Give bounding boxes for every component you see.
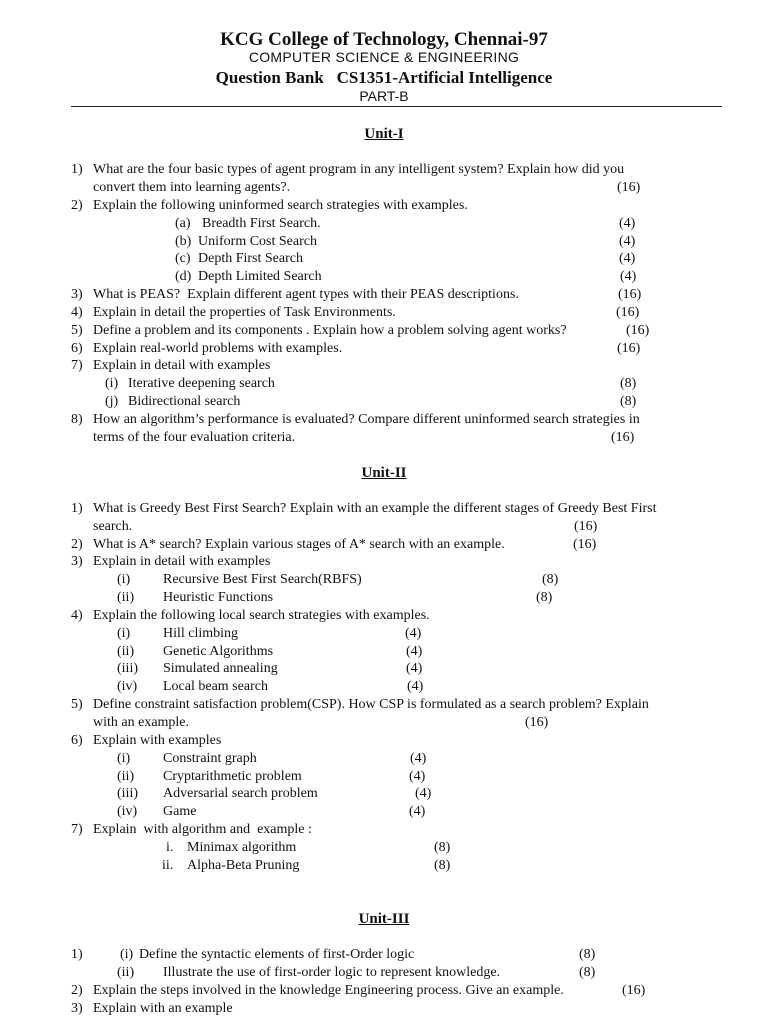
sub-label: (i): [105, 376, 119, 391]
sub-label: (iii): [117, 661, 138, 676]
sub-text: Constraint graph: [163, 751, 257, 766]
question-number: 7): [71, 358, 83, 373]
question-text: Explain with examples: [93, 733, 222, 748]
sub-text: Game: [163, 804, 197, 819]
marks: (16): [626, 323, 650, 338]
question-number: 2): [71, 198, 83, 213]
sub-text: Breadth First Search.: [202, 216, 321, 231]
sub-text: Minimax algorithm: [187, 840, 297, 855]
marks: (16): [525, 715, 549, 730]
question-number: 2): [71, 983, 83, 998]
marks: (16): [611, 430, 635, 445]
question-text-cont: search.: [93, 519, 133, 534]
question-text-cont: with an example.: [93, 715, 190, 730]
marks: (8): [536, 590, 553, 605]
sub-label: (i): [117, 572, 131, 587]
marks: (16): [616, 305, 640, 320]
sub-text: Depth Limited Search: [198, 269, 322, 284]
marks: (16): [618, 287, 642, 302]
question-text: What is Greedy Best First Search? Explain with an example the different stages of Greedy Best First: [93, 501, 657, 516]
sub-label: (iv): [117, 804, 138, 819]
header-divider: [71, 106, 722, 107]
marks: (8): [434, 858, 451, 873]
sub-label: (j): [105, 394, 119, 409]
sub-text: Iterative deepening search: [128, 376, 275, 391]
question-text: What is PEAS? Explain different agent types with their PEAS descriptions.: [93, 287, 519, 302]
question-number: 1): [71, 501, 83, 516]
question-text-cont: terms of the four evaluation criteria.: [93, 430, 296, 445]
question-text: What are the four basic types of agent program in any intelligent system? Explain how did you: [93, 162, 625, 177]
unit-2-heading: Unit-II: [361, 465, 407, 481]
question-text-cont: convert them into learning agents?.: [93, 180, 291, 195]
question-number: 1): [71, 947, 83, 962]
sub-text: Local beam search: [163, 679, 268, 694]
sub-text: Define the syntactic elements of first-Order logic: [139, 947, 415, 962]
marks: (8): [579, 965, 596, 980]
marks: (16): [617, 180, 641, 195]
sub-label: (b): [175, 234, 192, 249]
sub-label: (d): [175, 269, 192, 284]
question-number: 1): [71, 162, 83, 177]
sub-label: (i): [120, 947, 134, 962]
question-number: 2): [71, 537, 83, 552]
sub-label: (iv): [117, 679, 138, 694]
question-text: What is A* search? Explain various stages of A* search with an example.: [93, 537, 505, 552]
question-text: Explain in detail the properties of Task Environments.: [93, 305, 396, 320]
sub-label: (i): [117, 751, 131, 766]
question-number: 3): [71, 554, 83, 569]
marks: (16): [573, 537, 597, 552]
question-number: 7): [71, 822, 83, 837]
part-label: PART-B: [359, 88, 409, 104]
sub-text: Adversarial search problem: [163, 786, 318, 801]
marks: (16): [617, 341, 641, 356]
question-text: Define a problem and its components . Explain how a problem solving agent works?: [93, 323, 567, 338]
sub-label: (ii): [117, 769, 135, 784]
document-title: Question Bank CS1351-Artificial Intelligence: [215, 68, 553, 87]
sub-text: Uniform Cost Search: [198, 234, 317, 249]
question-text: Explain real-world problems with examples.: [93, 341, 343, 356]
marks: (4): [410, 751, 427, 766]
marks: (4): [619, 216, 636, 231]
marks: (4): [405, 626, 422, 641]
sub-label: (a): [175, 216, 191, 231]
marks: (4): [619, 234, 636, 249]
question-text: Explain with algorithm and example :: [93, 822, 312, 837]
marks: (16): [622, 983, 646, 998]
marks: (4): [619, 251, 636, 266]
marks: (4): [406, 661, 423, 676]
question-number: 6): [71, 341, 83, 356]
marks: (4): [409, 769, 426, 784]
sub-label: (iii): [117, 786, 138, 801]
sub-label: (c): [175, 251, 191, 266]
question-text: Explain in detail with examples: [93, 554, 271, 569]
marks: (4): [406, 644, 423, 659]
sub-text: Heuristic Functions: [163, 590, 274, 605]
sub-text: Depth First Search: [198, 251, 303, 266]
marks: (8): [620, 394, 637, 409]
sub-text: Cryptarithmetic problem: [163, 769, 302, 784]
marks: (4): [620, 269, 637, 284]
question-number: 6): [71, 733, 83, 748]
question-text: How an algorithm’s performance is evaluated? Compare different uninformed search strategies in: [93, 412, 640, 427]
question-number: 4): [71, 608, 83, 623]
marks: (16): [574, 519, 598, 534]
sub-text: Illustrate the use of first-order logic to represent knowledge.: [163, 965, 501, 980]
unit-1-heading: Unit-I: [364, 126, 404, 142]
question-text: Explain the following uninformed search strategies with examples.: [93, 198, 468, 213]
marks: (4): [407, 679, 424, 694]
question-text: Define constraint satisfaction problem(CSP). How CSP is formulated as a search problem? Explain: [93, 697, 649, 712]
college-name: KCG College of Technology, Chennai-97: [220, 29, 548, 50]
question-text: Explain in detail with examples: [93, 358, 271, 373]
sub-label: (ii): [117, 644, 135, 659]
sub-text: Alpha-Beta Pruning: [187, 858, 300, 873]
marks: (8): [434, 840, 451, 855]
sub-label: (ii): [117, 590, 135, 605]
sub-text: Recursive Best First Search(RBFS): [163, 572, 362, 587]
unit-3-heading: Unit-III: [358, 911, 410, 927]
sub-text: Bidirectional search: [128, 394, 241, 409]
question-text: Explain the following local search strategies with examples.: [93, 608, 430, 623]
marks: (8): [579, 947, 596, 962]
marks: (8): [542, 572, 559, 587]
sub-label: (i): [117, 626, 131, 641]
marks: (4): [409, 804, 426, 819]
sub-label: i.: [166, 840, 174, 855]
marks: (4): [415, 786, 432, 801]
sub-label: ii.: [162, 858, 174, 873]
sub-text: Hill climbing: [163, 626, 239, 641]
question-number: 3): [71, 1001, 83, 1016]
question-number: 4): [71, 305, 83, 320]
question-number: 5): [71, 697, 83, 712]
sub-text: Simulated annealing: [163, 661, 278, 676]
sub-label: (ii): [117, 965, 135, 980]
department-name: COMPUTER SCIENCE & ENGINEERING: [248, 49, 520, 65]
question-number: 3): [71, 287, 83, 302]
sub-text: Genetic Algorithms: [163, 644, 274, 659]
marks: (8): [620, 376, 637, 391]
question-text: Explain the steps involved in the knowledge Engineering process. Give an example.: [93, 983, 564, 998]
question-number: 5): [71, 323, 83, 338]
question-number: 8): [71, 412, 83, 427]
question-text: Explain with an example: [93, 1001, 233, 1016]
